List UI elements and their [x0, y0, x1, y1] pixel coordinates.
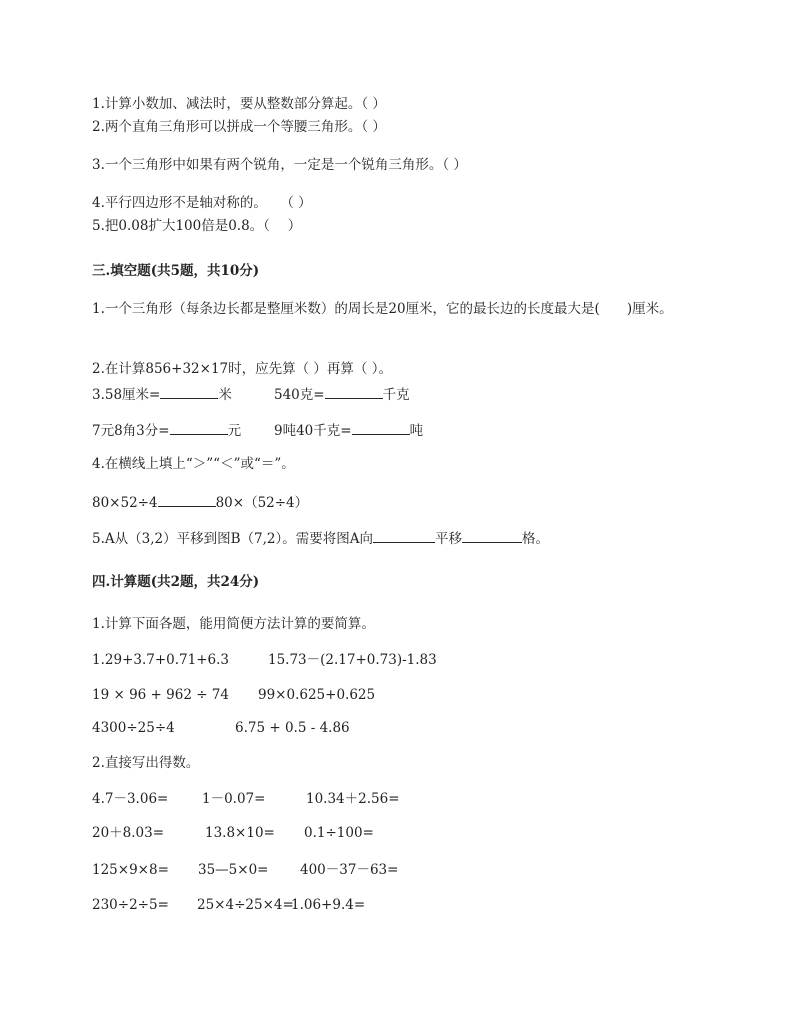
- expression: 1－0.07=: [202, 791, 266, 807]
- fill-q3a-unit: 米: [218, 387, 232, 403]
- fill-q4: 4.在横线上填上“＞”“＜”或“＝”。: [92, 456, 295, 472]
- expression: 1.06+9.4=: [291, 897, 366, 913]
- fill-q3d-label: 9吨40千克=: [274, 423, 352, 439]
- fill-q1: 1.一个三角形（每条边长都是整厘米数）的周长是20厘米，它的最长边的长度最大是( )厘米。: [92, 301, 673, 317]
- expression: 20＋8.03=: [92, 825, 165, 841]
- expression: 400－37－63=: [300, 862, 399, 878]
- answer-blank: [158, 492, 216, 507]
- answer-blank: [325, 384, 383, 399]
- expression: 4.7－3.06=: [92, 791, 169, 807]
- answer-blank: [462, 528, 522, 543]
- expression: 4300÷25÷4: [92, 720, 175, 736]
- fill-q3c-label: 7元8角3分=: [92, 423, 170, 439]
- expression: 125×9×8=: [92, 862, 169, 878]
- fill-q4-left: 80×52÷4: [92, 495, 158, 511]
- fill-q5-pre: 5.A从（3,2）平移到图B（7,2）。需要将图A向: [92, 531, 373, 547]
- fill-q4-right: 80×（52÷4）: [215, 495, 309, 511]
- fill-q2: 2.在计算856+32×17时，应先算（ ）再算（ ）。: [92, 361, 392, 377]
- expression: 99×0.625+0.625: [258, 687, 376, 703]
- expression: 0.1÷100=: [304, 825, 374, 841]
- judge-item-1: 1.计算小数加、减法时，要从整数部分算起。（ ）: [92, 96, 386, 112]
- calc-q1: 1.计算下面各题，能用简便方法计算的要简算。: [92, 616, 375, 632]
- judge-item-3: 3.一个三角形中如果有两个锐角，一定是一个锐角三角形。（ ）: [92, 157, 467, 173]
- answer-blank: [352, 420, 410, 435]
- expression: 10.34＋2.56=: [306, 791, 400, 807]
- answer-blank: [160, 384, 218, 399]
- fill-q5-mid: 平移: [435, 531, 462, 547]
- expression: 19 × 96 + 962 ÷ 74: [92, 687, 229, 703]
- fill-q3b-unit: 千克: [382, 387, 410, 403]
- answer-blank: [373, 528, 435, 543]
- fill-q4-compare: [92, 492, 308, 512]
- fill-q5: [92, 528, 549, 548]
- expression: 1.29+3.7+0.71+6.3: [92, 652, 229, 668]
- expression: 15.73－(2.17+0.73)-1.83: [268, 652, 437, 668]
- expression: 13.8×10=: [205, 825, 275, 841]
- judge-item-5: 5.把0.08扩大100倍是0.8。（ ）: [92, 218, 302, 234]
- fill-q5-post: 格。: [522, 531, 549, 547]
- calc-heading: 四.计算题(共2题，共24分): [92, 574, 260, 590]
- fill-q3c-unit: 元: [227, 423, 242, 439]
- calc-q2: 2.直接写出得数。: [92, 755, 200, 771]
- expression: 6.75 + 0.5 - 4.86: [235, 720, 350, 736]
- fill-q3a-label: 3.58厘米=: [92, 387, 161, 403]
- expression: 35—5×0=: [198, 862, 269, 878]
- fill-heading: 三.填空题(共5题，共10分): [92, 263, 260, 279]
- judge-item-2: 2.两个直角三角形可以拼成一个等腰三角形。（ ）: [92, 119, 386, 135]
- expression: 230÷2÷5=: [92, 897, 169, 913]
- expression: 25×4÷25×4=: [197, 897, 294, 913]
- fill-q3d-unit: 吨: [409, 423, 424, 439]
- answer-blank: [170, 420, 228, 435]
- fill-q3b-label: 540克=: [274, 387, 325, 403]
- judge-item-4: 4.平行四边形不是轴对称的。 （ ）: [92, 195, 312, 211]
